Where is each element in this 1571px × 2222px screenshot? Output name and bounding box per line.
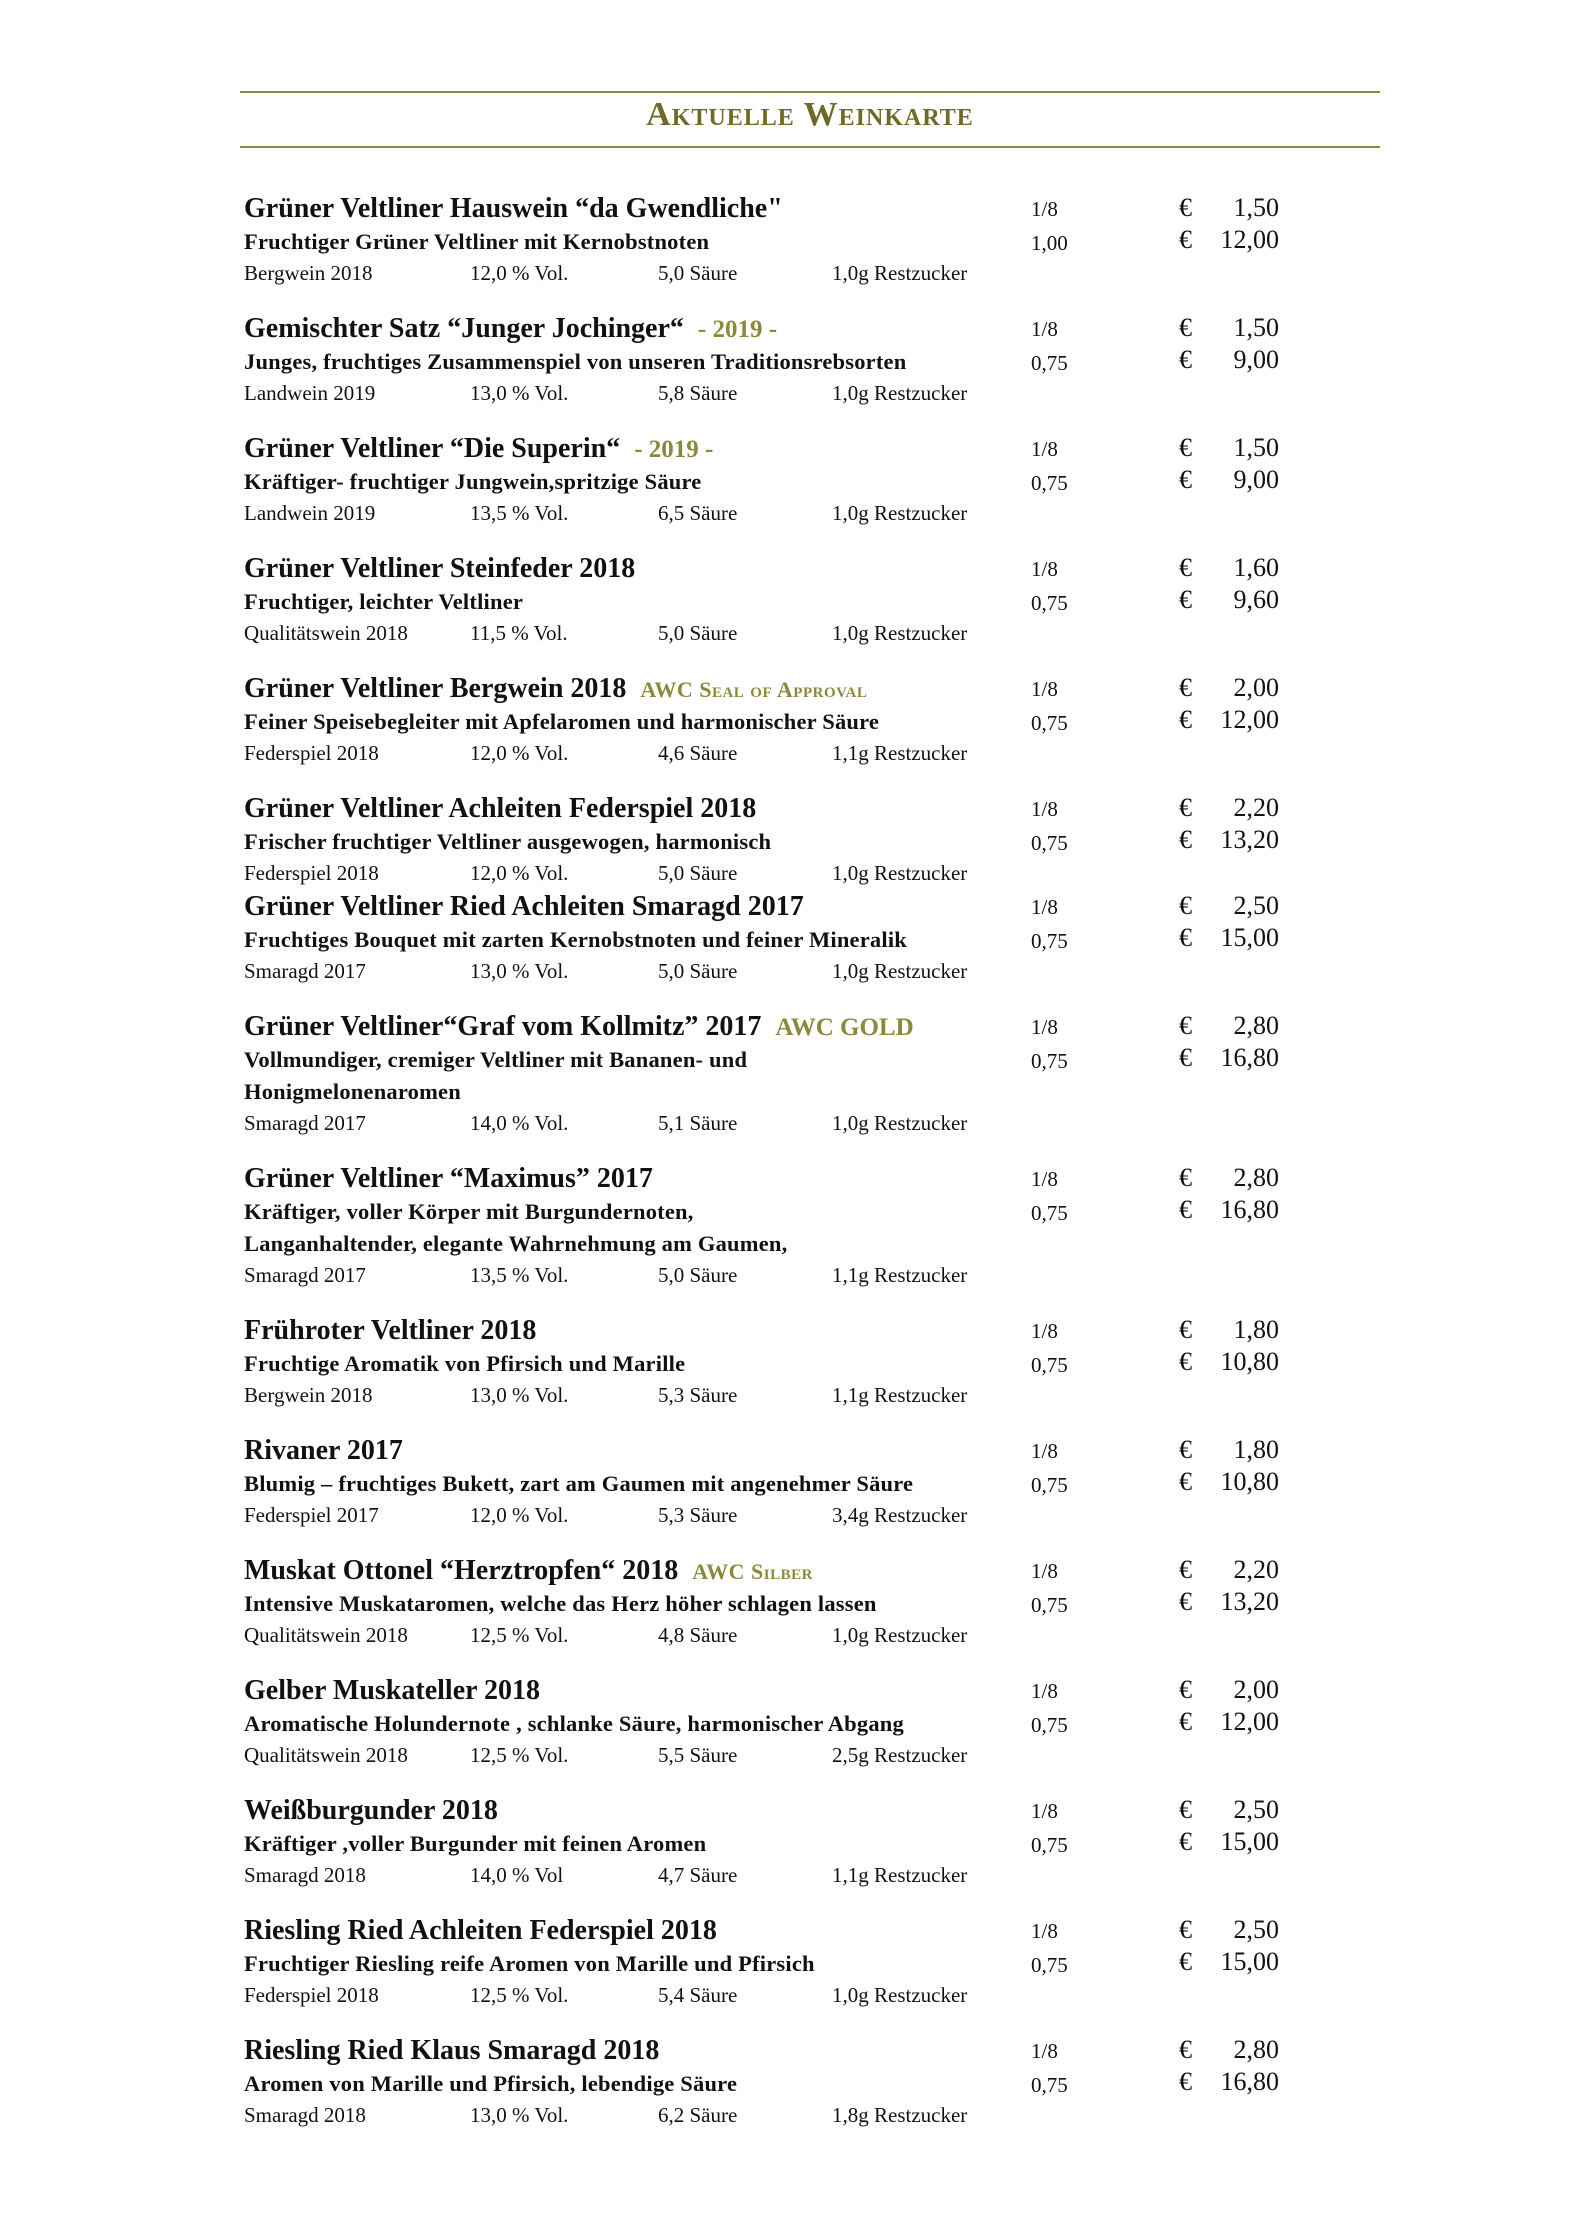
- price-amount: 13,20: [1220, 1587, 1279, 1616]
- wine-description-row: [244, 1467, 1304, 1503]
- currency-symbol: €: [1179, 313, 1192, 342]
- glass-size: 1/8: [1031, 2039, 1058, 2063]
- price-amount: 12,00: [1220, 225, 1279, 254]
- header-rule-bottom: [240, 146, 1380, 148]
- wine-entry: [244, 553, 1304, 651]
- wine-description-row: [244, 2067, 1304, 2103]
- page-title: Aktuelle Weinkarte: [646, 96, 974, 133]
- wine-alcohol: 13,0 % Vol.: [470, 959, 569, 983]
- price-amount: 16,80: [1220, 2067, 1279, 2096]
- wine-residual-sugar: 1,1g Restzucker: [832, 1263, 968, 1287]
- wine-category: Qualitätswein 2018: [244, 1623, 408, 1647]
- wine-name: Grüner Veltliner“Graf vom Kollmitz” 2017 AWC GOLD: [244, 1011, 914, 1042]
- glass-size: 1/8: [1031, 1439, 1058, 1463]
- wine-residual-sugar: 1,0g Restzucker: [832, 1111, 968, 1135]
- wine-name: Grüner Veltliner Steinfeder 2018: [244, 553, 636, 584]
- wine-details: [244, 861, 1304, 891]
- wine-name: Grüner Veltliner Ried Achleiten Smaragd 2017: [244, 891, 804, 922]
- wine-residual-sugar: 1,0g Restzucker: [832, 861, 968, 885]
- wine-category: Qualitätswein 2018: [244, 1743, 408, 1767]
- wine-description-row: [244, 923, 1304, 959]
- price-amount: 13,20: [1220, 825, 1279, 854]
- wine-alcohol: 12,0 % Vol.: [470, 1503, 569, 1527]
- wine-details: [244, 1111, 1304, 1141]
- wine-description: Kräftiger- fruchtiger Jungwein,spritzige Säure: [244, 469, 702, 494]
- wine-name-row: [244, 1795, 1304, 1831]
- wine-entry: [244, 1795, 1304, 1893]
- wine-acidity: 4,8 Säure: [658, 1623, 738, 1647]
- wine-category: Smaragd 2018: [244, 1863, 366, 1887]
- wine-category: Smaragd 2018: [244, 2103, 366, 2127]
- currency-symbol: €: [1179, 1827, 1192, 1856]
- wine-description: Aromatische Holundernote , schlanke Säure, harmonischer Abgang: [244, 1711, 904, 1736]
- price-amount: 2,20: [1233, 793, 1279, 822]
- wine-name: Rivaner 2017: [244, 1435, 403, 1466]
- currency-symbol: €: [1179, 1315, 1192, 1344]
- price-amount: 16,80: [1220, 1043, 1279, 1072]
- wine-entry: [244, 313, 1304, 411]
- wine-acidity: 5,5 Säure: [658, 1743, 738, 1767]
- price-amount: 9,60: [1233, 585, 1279, 614]
- currency-symbol: €: [1179, 433, 1192, 462]
- wine-details: [244, 1863, 1304, 1893]
- wine-alcohol: 13,5 % Vol.: [470, 501, 569, 525]
- wine-description-row: [244, 225, 1304, 261]
- wine-description-row: [244, 1827, 1304, 1863]
- glass-size: 1/8: [1031, 557, 1058, 581]
- wine-details: [244, 1503, 1304, 1533]
- currency-symbol: €: [1179, 891, 1192, 920]
- wine-name-row: [244, 433, 1304, 469]
- wine-description: Aromen von Marille und Pfirsich, lebendige Säure: [244, 2071, 738, 2096]
- currency-symbol: €: [1179, 1707, 1192, 1736]
- wine-name: Gemischter Satz “Junger Jochinger“ - 2019 -: [244, 313, 778, 344]
- wine-entry: [244, 1315, 1304, 1413]
- wine-residual-sugar: 1,8g Restzucker: [832, 2103, 968, 2127]
- currency-symbol: €: [1179, 923, 1192, 952]
- wine-entry: [244, 1435, 1304, 1533]
- glass-size: 1/8: [1031, 1559, 1058, 1583]
- bottle-size: 0,75: [1031, 1473, 1068, 1497]
- wine-name: Grüner Veltliner Bergwein 2018 AWC Seal of Approval: [244, 673, 868, 704]
- wine-alcohol: 12,5 % Vol.: [470, 1623, 569, 1647]
- wine-description: Fruchtiger Riesling reife Aromen von Marille und Pfirsich: [244, 1951, 815, 1976]
- wine-name-row: [244, 793, 1304, 829]
- bottle-size: 0,75: [1031, 351, 1068, 375]
- wine-description: Honigmelonenaromen: [244, 1079, 461, 1104]
- wine-details: [244, 621, 1304, 651]
- wine-description: Intensive Muskataromen, welche das Herz höher schlagen lassen: [244, 1591, 877, 1616]
- price-amount: 10,80: [1220, 1467, 1279, 1496]
- wine-description-row: [244, 345, 1304, 381]
- wine-acidity: 5,1 Säure: [658, 1111, 738, 1135]
- currency-symbol: €: [1179, 193, 1192, 222]
- price-amount: 2,20: [1233, 1555, 1279, 1584]
- bottle-size: 0,75: [1031, 1953, 1068, 1977]
- wine-residual-sugar: 1,0g Restzucker: [832, 501, 968, 525]
- header-rule-top: [240, 91, 1380, 93]
- price-amount: 9,00: [1233, 465, 1279, 494]
- bottle-size: 0,75: [1031, 2073, 1068, 2097]
- wine-residual-sugar: 1,1g Restzucker: [832, 1383, 968, 1407]
- currency-symbol: €: [1179, 585, 1192, 614]
- wine-acidity: 4,7 Säure: [658, 1863, 738, 1887]
- wine-name: Gelber Muskateller 2018: [244, 1675, 541, 1706]
- wine-alcohol: 13,0 % Vol.: [470, 2103, 569, 2127]
- wine-alcohol: 12,0 % Vol.: [470, 741, 569, 765]
- wine-name: Grüner Veltliner Achleiten Federspiel 2018: [244, 793, 757, 824]
- currency-symbol: €: [1179, 1915, 1192, 1944]
- wine-details: [244, 1263, 1304, 1293]
- wine-entry: [244, 1555, 1304, 1653]
- wine-alcohol: 12,5 % Vol.: [470, 1743, 569, 1767]
- currency-symbol: €: [1179, 2067, 1192, 2096]
- currency-symbol: €: [1179, 1195, 1192, 1224]
- wine-description: Fruchtiger, leichter Veltliner: [244, 589, 524, 614]
- glass-size: 1/8: [1031, 317, 1058, 341]
- price-amount: 15,00: [1220, 1827, 1279, 1856]
- glass-size: 1/8: [1031, 1167, 1058, 1191]
- wine-acidity: 5,0 Säure: [658, 1263, 738, 1287]
- glass-size: 1/8: [1031, 895, 1058, 919]
- bottle-size: 0,75: [1031, 1833, 1068, 1857]
- currency-symbol: €: [1179, 1675, 1192, 1704]
- wine-description: Langanhaltender, elegante Wahrnehmung am Gaumen,: [244, 1231, 788, 1256]
- price-amount: 2,00: [1233, 673, 1279, 702]
- wine-name: Grüner Veltliner Hauswein “da Gwendliche": [244, 193, 783, 224]
- bottle-size: 0,75: [1031, 1201, 1068, 1225]
- wine-award-tag: AWC GOLD: [775, 1014, 914, 1041]
- wine-entry: [244, 433, 1304, 531]
- price-amount: 1,50: [1233, 193, 1279, 222]
- wine-category: Landwein 2019: [244, 381, 376, 405]
- wine-acidity: 5,3 Säure: [658, 1503, 738, 1527]
- currency-symbol: €: [1179, 1347, 1192, 1376]
- price-amount: 12,00: [1220, 705, 1279, 734]
- wine-name-row: [244, 1915, 1304, 1951]
- wine-acidity: 5,8 Säure: [658, 381, 738, 405]
- wine-description: Fruchtiges Bouquet mit zarten Kernobstnoten und feiner Mineralik: [244, 927, 907, 952]
- wine-description-row: [244, 825, 1304, 861]
- currency-symbol: €: [1179, 1435, 1192, 1464]
- wine-acidity: 5,3 Säure: [658, 1383, 738, 1407]
- wine-award-tag: AWC Silber: [692, 1559, 813, 1584]
- wine-description-row: [244, 1587, 1304, 1623]
- glass-size: 1/8: [1031, 677, 1058, 701]
- bottle-size: 0,75: [1031, 929, 1068, 953]
- wine-description-row: [244, 705, 1304, 741]
- wine-description-row: [244, 1947, 1304, 1983]
- wine-acidity: 5,0 Säure: [658, 959, 738, 983]
- wine-residual-sugar: 3,4g Restzucker: [832, 1503, 968, 1527]
- wine-description: Kräftiger ,voller Burgunder mit feinen Aromen: [244, 1831, 707, 1856]
- wine-name: Riesling Ried Achleiten Federspiel 2018: [244, 1915, 717, 1946]
- currency-symbol: €: [1179, 465, 1192, 494]
- wine-name: Riesling Ried Klaus Smaragd 2018: [244, 2035, 660, 2066]
- wine-description: Vollmundiger, cremiger Veltliner mit Bananen- und: [244, 1047, 748, 1072]
- wine-details: [244, 1743, 1304, 1773]
- wine-alcohol: 14,0 % Vol: [470, 1863, 564, 1887]
- wine-description-row: [244, 1707, 1304, 1743]
- wine-entry: [244, 891, 1304, 989]
- wine-category: Smaragd 2017: [244, 1263, 366, 1287]
- price-amount: 16,80: [1220, 1195, 1279, 1224]
- price-amount: 2,80: [1233, 1163, 1279, 1192]
- wine-description: Feiner Speisebegleiter mit Apfelaromen und harmonischer Säure: [244, 709, 880, 734]
- wine-residual-sugar: 1,0g Restzucker: [832, 959, 968, 983]
- wine-details: [244, 2103, 1304, 2133]
- price-amount: 1,80: [1233, 1435, 1279, 1464]
- wine-description-row: [244, 1195, 1304, 1231]
- wine-name-row: [244, 553, 1304, 589]
- wine-name: Muskat Ottonel “Herztropfen“ 2018 AWC Silber: [244, 1555, 813, 1586]
- price-amount: 15,00: [1220, 1947, 1279, 1976]
- price-amount: 10,80: [1220, 1347, 1279, 1376]
- wine-description: Frischer fruchtiger Veltliner ausgewogen, harmonisch: [244, 829, 772, 854]
- wine-alcohol: 11,5 % Vol.: [470, 621, 568, 645]
- wine-list: [244, 193, 1304, 2133]
- wine-details: [244, 1983, 1304, 2013]
- wine-details: [244, 501, 1304, 531]
- bottle-size: 0,75: [1031, 711, 1068, 735]
- wine-residual-sugar: 1,0g Restzucker: [832, 381, 968, 405]
- wine-category: Smaragd 2017: [244, 959, 366, 983]
- wine-description-row: [244, 1043, 1304, 1079]
- price-amount: 9,00: [1233, 345, 1279, 374]
- wine-name-row: [244, 1555, 1304, 1591]
- wine-description-row: [244, 1231, 1304, 1263]
- wine-residual-sugar: 2,5g Restzucker: [832, 1743, 968, 1767]
- wine-acidity: 5,0 Säure: [658, 861, 738, 885]
- wine-category: Landwein 2019: [244, 501, 376, 525]
- wine-category: Qualitätswein 2018: [244, 621, 408, 645]
- wine-details: [244, 381, 1304, 411]
- wine-description: Junges, fruchtiges Zusammenspiel von unseren Traditionsrebsorten: [244, 349, 907, 374]
- wine-description-row: [244, 465, 1304, 501]
- wine-description: Blumig – fruchtiges Bukett, zart am Gaumen mit angenehmer Säure: [244, 1471, 914, 1496]
- bottle-size: 0,75: [1031, 1049, 1068, 1073]
- currency-symbol: €: [1179, 1163, 1192, 1192]
- wine-name-row: [244, 1435, 1304, 1471]
- wine-name: Grüner Veltliner “Die Superin“ - 2019 -: [244, 433, 714, 464]
- wine-description: Kräftiger, voller Körper mit Burgundernoten,: [244, 1199, 694, 1224]
- wine-category: Bergwein 2018: [244, 1383, 373, 1407]
- wine-category: Bergwein 2018: [244, 261, 373, 285]
- bottle-size: 0,75: [1031, 831, 1068, 855]
- glass-size: 1/8: [1031, 437, 1058, 461]
- wine-award-tag: - 2019 -: [634, 436, 714, 463]
- wine-entry: [244, 193, 1304, 291]
- glass-size: 1/8: [1031, 197, 1058, 221]
- currency-symbol: €: [1179, 793, 1192, 822]
- glass-size: 1/8: [1031, 1919, 1058, 1943]
- wine-name-row: [244, 891, 1304, 927]
- currency-symbol: €: [1179, 673, 1192, 702]
- wine-details: [244, 741, 1304, 771]
- currency-symbol: €: [1179, 1947, 1192, 1976]
- wine-acidity: 6,5 Säure: [658, 501, 738, 525]
- bottle-size: 1,00: [1031, 231, 1068, 255]
- glass-size: 1/8: [1031, 797, 1058, 821]
- price-amount: 12,00: [1220, 1707, 1279, 1736]
- wine-name: Weißburgunder 2018: [244, 1795, 498, 1826]
- wine-category: Federspiel 2018: [244, 1983, 379, 2007]
- wine-name: Grüner Veltliner “Maximus” 2017: [244, 1163, 653, 1194]
- wine-details: [244, 1383, 1304, 1413]
- wine-description-row: [244, 1347, 1304, 1383]
- wine-alcohol: 14,0 % Vol.: [470, 1111, 569, 1135]
- bottle-size: 0,75: [1031, 1593, 1068, 1617]
- currency-symbol: €: [1179, 825, 1192, 854]
- wine-entry: [244, 1011, 1304, 1141]
- price-amount: 2,00: [1233, 1675, 1279, 1704]
- price-amount: 1,50: [1233, 313, 1279, 342]
- price-amount: 1,60: [1233, 553, 1279, 582]
- wine-entry: [244, 1915, 1304, 2013]
- price-amount: 15,00: [1220, 923, 1279, 952]
- wine-name-row: [244, 1315, 1304, 1351]
- currency-symbol: €: [1179, 1043, 1192, 1072]
- currency-symbol: €: [1179, 1555, 1192, 1584]
- price-amount: 2,50: [1233, 1915, 1279, 1944]
- wine-name-row: [244, 673, 1304, 709]
- wine-entry: [244, 793, 1304, 891]
- currency-symbol: €: [1179, 553, 1192, 582]
- currency-symbol: €: [1179, 1587, 1192, 1616]
- wine-name-row: [244, 1675, 1304, 1711]
- wine-name-row: [244, 2035, 1304, 2071]
- wine-alcohol: 12,0 % Vol.: [470, 261, 569, 285]
- currency-symbol: €: [1179, 345, 1192, 374]
- price-amount: 2,80: [1233, 1011, 1279, 1040]
- currency-symbol: €: [1179, 225, 1192, 254]
- price-amount: 1,50: [1233, 433, 1279, 462]
- wine-description: Fruchtige Aromatik von Pfirsich und Marille: [244, 1351, 686, 1376]
- wine-acidity: 5,4 Säure: [658, 1983, 738, 2007]
- wine-name: Frühroter Veltliner 2018: [244, 1315, 537, 1346]
- wine-name-row: [244, 193, 1304, 229]
- price-amount: 1,80: [1233, 1315, 1279, 1344]
- wine-category: Federspiel 2017: [244, 1503, 379, 1527]
- wine-description-row: [244, 1079, 1304, 1111]
- wine-acidity: 5,0 Säure: [658, 621, 738, 645]
- currency-symbol: €: [1179, 1011, 1192, 1040]
- wine-alcohol: 13,0 % Vol.: [470, 1383, 569, 1407]
- wine-residual-sugar: 1,0g Restzucker: [832, 1623, 968, 1647]
- wine-residual-sugar: 1,1g Restzucker: [832, 1863, 968, 1887]
- bottle-size: 0,75: [1031, 471, 1068, 495]
- price-amount: 2,50: [1233, 891, 1279, 920]
- wine-details: [244, 959, 1304, 989]
- wine-alcohol: 12,0 % Vol.: [470, 861, 569, 885]
- wine-name-row: [244, 313, 1304, 349]
- bottle-size: 0,75: [1031, 591, 1068, 615]
- currency-symbol: €: [1179, 1795, 1192, 1824]
- wine-category: Federspiel 2018: [244, 861, 379, 885]
- wine-name-row: [244, 1163, 1304, 1199]
- price-amount: 2,50: [1233, 1795, 1279, 1824]
- glass-size: 1/8: [1031, 1679, 1058, 1703]
- wine-details: [244, 1623, 1304, 1653]
- glass-size: 1/8: [1031, 1015, 1058, 1039]
- wine-alcohol: 13,5 % Vol.: [470, 1263, 569, 1287]
- wine-alcohol: 13,0 % Vol.: [470, 381, 569, 405]
- currency-symbol: €: [1179, 1467, 1192, 1496]
- currency-symbol: €: [1179, 705, 1192, 734]
- price-amount: 2,80: [1233, 2035, 1279, 2064]
- wine-acidity: 5,0 Säure: [658, 261, 738, 285]
- wine-description: Fruchtiger Grüner Veltliner mit Kernobstnoten: [244, 229, 710, 254]
- wine-alcohol: 12,5 % Vol.: [470, 1983, 569, 2007]
- wine-residual-sugar: 1,1g Restzucker: [832, 741, 968, 765]
- wine-acidity: 6,2 Säure: [658, 2103, 738, 2127]
- wine-description-row: [244, 585, 1304, 621]
- wine-name-row: [244, 1011, 1304, 1047]
- bottle-size: 0,75: [1031, 1713, 1068, 1737]
- wine-residual-sugar: 1,0g Restzucker: [832, 1983, 968, 2007]
- glass-size: 1/8: [1031, 1799, 1058, 1823]
- wine-entry: [244, 1163, 1304, 1293]
- wine-residual-sugar: 1,0g Restzucker: [832, 621, 968, 645]
- wine-category: Smaragd 2017: [244, 1111, 366, 1135]
- wine-award-tag: AWC Seal of Approval: [640, 677, 868, 702]
- bottle-size: 0,75: [1031, 1353, 1068, 1377]
- wine-entry: [244, 2035, 1304, 2133]
- glass-size: 1/8: [1031, 1319, 1058, 1343]
- wine-award-tag: - 2019 -: [697, 316, 778, 343]
- wine-category: Federspiel 2018: [244, 741, 379, 765]
- currency-symbol: €: [1179, 2035, 1192, 2064]
- wine-details: [244, 261, 1304, 291]
- wine-entry: [244, 673, 1304, 771]
- wine-acidity: 4,6 Säure: [658, 741, 738, 765]
- wine-residual-sugar: 1,0g Restzucker: [832, 261, 968, 285]
- wine-entry: [244, 1675, 1304, 1773]
